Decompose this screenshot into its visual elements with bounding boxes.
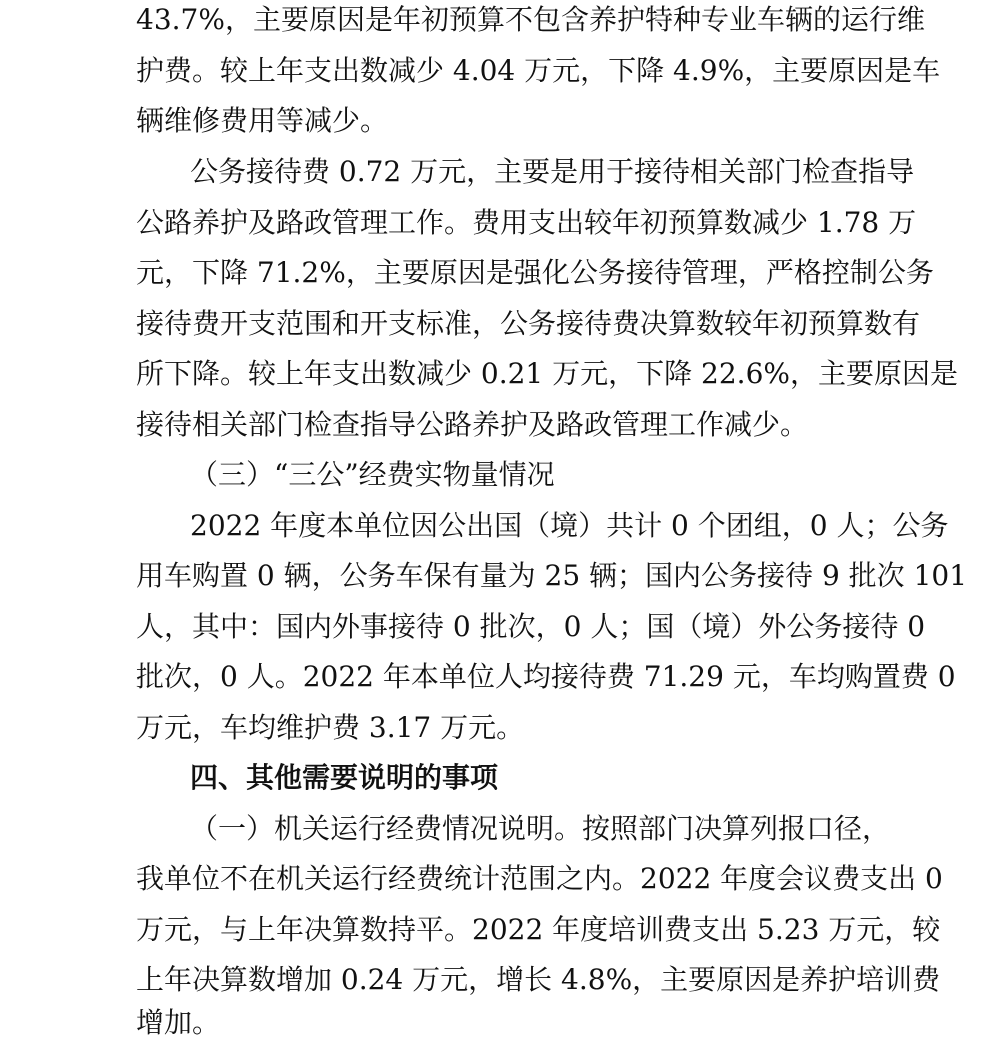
section-heading: （三）“三公”经费实物量情况 <box>190 458 555 491</box>
paragraph-line: 2022 年度本单位因公出国（境）共计 0 个团组，0 人；公务 <box>190 509 949 542</box>
paragraph-line: 接待相关部门检查指导公路养护及路政管理工作减少。 <box>136 408 809 441</box>
paragraph-line: 用车购置 0 辆，公务车保有量为 25 辆；国内公务接待 9 批次 101 <box>136 559 968 592</box>
paragraph-line: 元，下降 71.2%，主要原因是强化公务接待管理，严格控制公务 <box>136 256 934 289</box>
paragraph-line: 万元，与上年决算数持平。2022 年度培训费支出 5.23 万元，较 <box>136 913 941 946</box>
paragraph-line: 我单位不在机关运行经费统计范围之内。2022 年度会议费支出 0 <box>136 862 943 895</box>
paragraph-line: （一）机关运行经费情况说明。按照部门决算列报口径， <box>190 812 891 845</box>
paragraph-line: 公路养护及路政管理工作。费用支出较年初预算数减少 1.78 万 <box>136 206 917 239</box>
paragraph-line: 护费。较上年支出数减少 4.04 万元，下降 4.9%，主要原因是车 <box>136 54 941 87</box>
paragraph-line: 接待费开支范围和开支标准，公务接待费决算数较年初预算数有 <box>136 307 921 340</box>
paragraph-line: 43.7%，主要原因是年初预算不包含养护特种专业车辆的运行维 <box>136 3 925 36</box>
paragraph-line: 增加。 <box>136 1006 221 1039</box>
paragraph-line: 万元，车均维护费 3.17 万元。 <box>136 711 525 744</box>
paragraph-line: 人，其中：国内外事接待 0 批次，0 人；国（境）外公务接待 0 <box>136 610 926 643</box>
section-heading: 四、其他需要说明的事项 <box>190 761 499 794</box>
paragraph-line: 辆维修费用等减少。 <box>136 104 389 137</box>
paragraph-line: 所下降。较上年支出数减少 0.21 万元，下降 22.6%，主要原因是 <box>136 357 958 390</box>
paragraph-line: 批次，0 人。2022 年本单位人均接待费 71.29 元，车均购置费 0 <box>136 660 956 693</box>
paragraph-line: 公务接待费 0.72 万元，主要是用于接待相关部门检查指导 <box>190 155 915 188</box>
paragraph-line: 上年决算数增加 0.24 万元，增长 4.8%，主要原因是养护培训费 <box>136 963 941 996</box>
